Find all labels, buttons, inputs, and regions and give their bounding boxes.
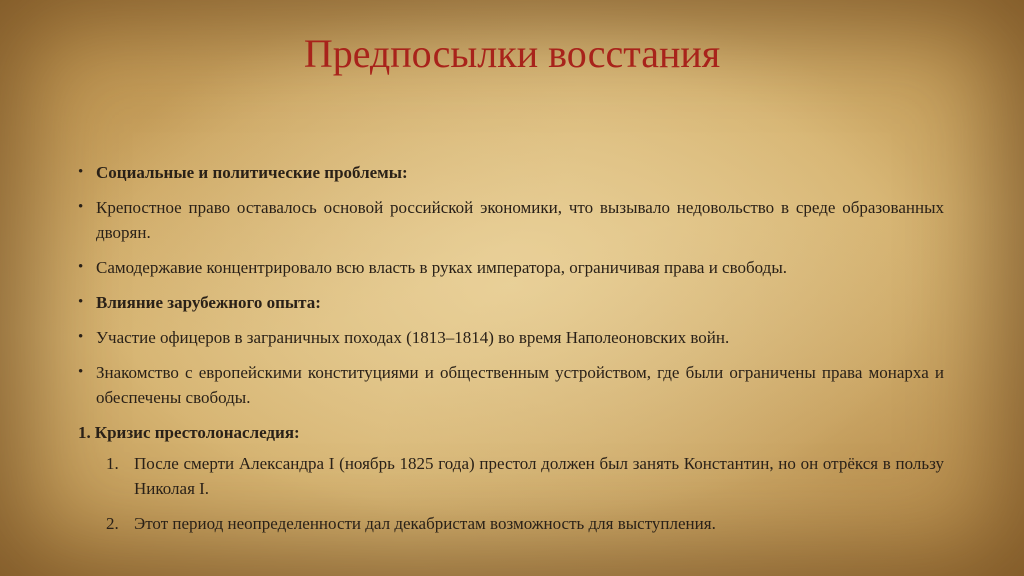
bullet-item (78, 195, 944, 245)
bullet-text: Знакомство с европейскими конституциями и общественным устройством, где были ограничены права монарха и обеспечены свободы. (96, 363, 944, 407)
bullet-item (78, 290, 944, 315)
bullet-item (78, 325, 944, 350)
number-marker: 1. (106, 454, 119, 473)
sub-item-text: После смерти Александра I (ноябрь 1825 года) престол должен был занять Константин, но он отрёкся в пользу Николая I. (134, 454, 944, 498)
bullet-text: Участие офицеров в заграничных походах (1813–1814) во время Наполеоновских войн. (96, 328, 730, 347)
numbered-heading-text: Кризис престолонаследия: (94, 423, 300, 442)
bullet-marker: • (78, 294, 84, 310)
numbered-sub-item (78, 511, 944, 536)
number-marker: 2. (106, 514, 119, 533)
bullet-item (78, 360, 944, 410)
bullet-text: Самодержавие концентрировало всю власть в руках императора, ограничивая права и свободы. (96, 258, 787, 277)
bullet-item (78, 255, 944, 280)
bullet-marker: • (78, 164, 84, 180)
numbered-heading (78, 420, 944, 445)
sub-item-text: Этот период неопределенности дал декабристам возможность для выступления. (134, 514, 716, 533)
bullet-marker: • (78, 259, 84, 275)
number-marker: 1. (78, 423, 91, 442)
slide-body (78, 160, 944, 546)
bullet-marker: • (78, 364, 84, 380)
slide-title: Предпосылки восстания (303, 31, 721, 76)
bullet-marker: • (78, 329, 84, 345)
bullet-text: Социальные и политические проблемы: (96, 163, 408, 182)
bullet-text: Крепостное право оставалось основой российской экономики, что вызывало недовольство в среде образованных дворян. (96, 198, 944, 242)
bullet-item (78, 160, 944, 185)
bullet-marker: • (78, 199, 84, 215)
bullet-text: Влияние зарубежного опыта: (96, 293, 321, 312)
numbered-sub-item (78, 451, 944, 501)
